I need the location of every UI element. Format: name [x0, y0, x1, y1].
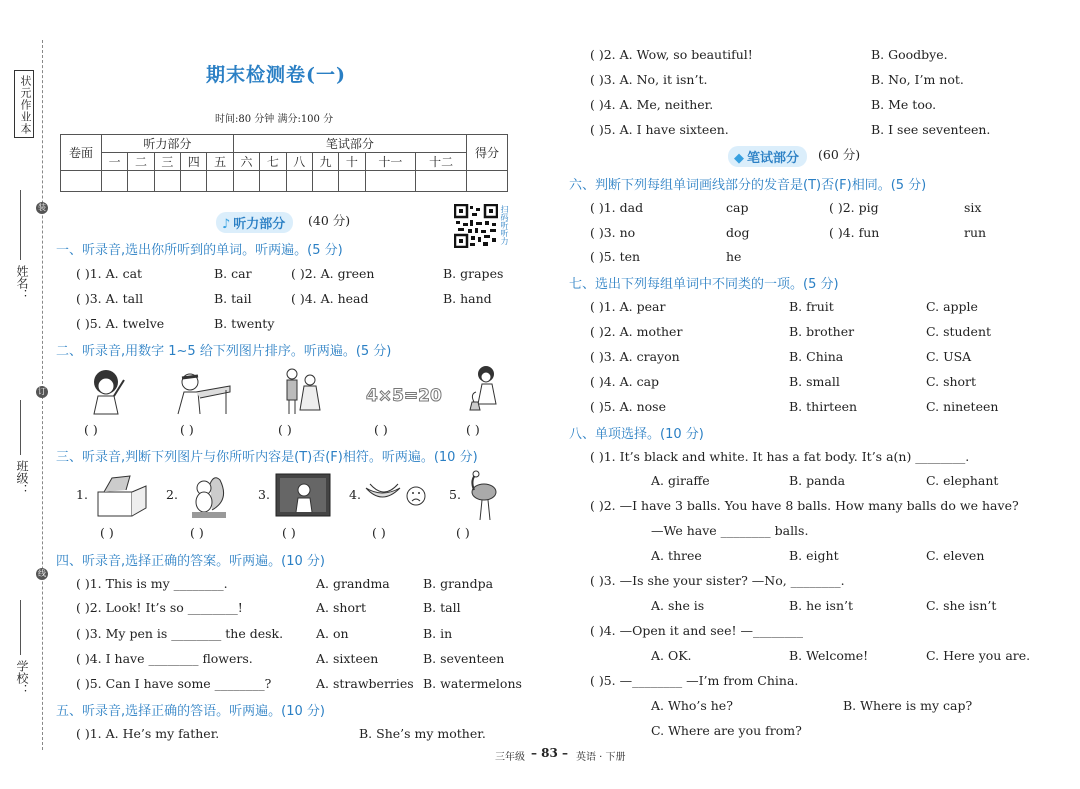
hole-3: 线	[38, 569, 46, 578]
s6-q5-word2: he	[726, 249, 742, 264]
listening-pill-label: 听力部分	[233, 217, 286, 232]
s1-q4: ( )4. A. head	[291, 291, 369, 306]
written-points: (60 分)	[818, 147, 861, 162]
s6-q2-word2: six	[964, 200, 982, 215]
s1-q5: ( )5. A. twelve	[76, 316, 165, 331]
score-cell[interactable]	[416, 171, 467, 192]
s6-q3: ( )3. no	[590, 225, 636, 240]
s4-q4-b: B. seventeen	[423, 651, 505, 666]
s8-q1-a: A. giraffe	[651, 473, 710, 488]
s6-q1-word2: cap	[726, 200, 749, 215]
s7-q5: ( )5. A. nose	[590, 399, 666, 414]
s4-q5-a: A. strawberries	[316, 676, 414, 691]
page-number: – 83 –	[531, 746, 569, 760]
s6-q5: ( )5. ten	[590, 249, 641, 264]
col-9: 九	[312, 153, 338, 171]
col-5: 五	[207, 153, 233, 171]
s1-q3: ( )3. A. tall	[76, 291, 144, 306]
s7-q4: ( )4. A. cap	[590, 374, 660, 389]
s7-q3-c: C. USA	[926, 349, 972, 364]
s7-q2-b: B. brother	[789, 324, 855, 339]
s4-q1-b: B. grandpa	[423, 576, 494, 591]
name-field-label: 姓名：	[15, 265, 29, 301]
s4-q4: ( )4. I have ________ flowers.	[76, 651, 253, 666]
s8-q5-b: B. Where is my cap?	[843, 698, 973, 713]
s8-q3-c: C. she isn’t	[926, 598, 997, 613]
written-header: 笔试部分	[233, 135, 466, 153]
s7-q4-c: C. short	[926, 374, 977, 389]
s4-q2-b: B. tall	[423, 600, 461, 615]
badge-box	[14, 70, 34, 138]
col-2: 二	[128, 153, 154, 171]
score-cell[interactable]	[260, 171, 286, 192]
s8-q3-a: A. she is	[651, 598, 705, 613]
girl-thinking-icon	[84, 366, 134, 416]
s2-bracket-4[interactable]: ( )	[374, 422, 388, 437]
col-8: 八	[286, 153, 312, 171]
s6-q3-word2: dog	[726, 225, 750, 240]
section-3-title: 三、听录音,判断下列图片与你所听内容是(T)否(F)相符。听两遍。(10 分)	[56, 450, 478, 465]
squirrel-icon	[186, 470, 232, 520]
s1-q1-b: B. car	[214, 266, 252, 281]
s8-q5: ( )5. —________ —I’m from China.	[590, 673, 799, 688]
col-10: 十	[339, 153, 365, 171]
s2-bracket-2[interactable]: ( )	[180, 422, 194, 437]
s7-q3: ( )3. A. crayon	[590, 349, 680, 364]
s2-bracket-5[interactable]: ( )	[466, 422, 480, 437]
ostrich-icon	[466, 470, 500, 522]
page-title: 期末检测卷(一)	[206, 64, 346, 86]
s8-q4-b: B. Welcome!	[789, 648, 869, 663]
s4-q1-a: A. grandma	[316, 576, 390, 591]
s7-q5-c: C. nineteen	[926, 399, 999, 414]
listening-points: (40 分)	[308, 213, 351, 228]
s3-bracket-4[interactable]: ( )	[372, 525, 386, 540]
s8-q2-a: A. three	[651, 548, 702, 563]
s5-q1-b: B. She’s my mother.	[359, 726, 486, 741]
s7-q1-b: B. fruit	[789, 299, 834, 314]
girl-with-plant-icon	[466, 364, 506, 416]
written-pill	[728, 146, 807, 167]
bananas-sad-face-icon	[364, 480, 430, 510]
section-4-title: 四、听录音,选择正确的答案。听两遍。(10 分)	[56, 554, 325, 569]
family-icon	[278, 366, 328, 416]
s1-q2-b: B. grapes	[443, 266, 504, 281]
section-7-title: 七、选出下列每组单词中不同类的一项。(5 分)	[569, 277, 839, 292]
s6-q4-word2: run	[964, 225, 987, 240]
s1-q5-b: B. twenty	[214, 316, 275, 331]
s3-num-4: 4.	[349, 487, 361, 502]
s8-q5-a: A. Who’s he?	[651, 698, 733, 713]
s5-q3-b: B. No, I’m not.	[871, 72, 964, 87]
s1-q1: ( )1. A. cat	[76, 266, 143, 281]
score-cell[interactable]	[207, 171, 233, 192]
s7-q4-b: B. small	[789, 374, 840, 389]
s1-q4-b: B. hand	[443, 291, 492, 306]
s5-q4-b: B. Me too.	[871, 97, 937, 112]
s4-q5: ( )5. Can I have some ________?	[76, 676, 272, 691]
col-4: 四	[181, 153, 207, 171]
s8-q4-a: A. OK.	[651, 648, 692, 663]
s8-q5-c: C. Where are you from?	[651, 723, 802, 738]
s3-num-3: 3.	[258, 487, 270, 502]
s7-q1-c: C. apple	[926, 299, 978, 314]
score-cell[interactable]	[339, 171, 365, 192]
teacher-blackboard-icon	[274, 472, 332, 518]
total-label: 得分	[467, 135, 508, 171]
s2-bracket-1[interactable]: ( )	[84, 422, 98, 437]
s8-q4: ( )4. —Open it and see! —________	[590, 623, 803, 638]
s7-q2: ( )2. A. mother	[590, 324, 683, 339]
hole-1: 装	[38, 203, 46, 212]
score-cell[interactable]	[286, 171, 312, 192]
class-field-line	[20, 400, 21, 455]
s4-q3-b: B. in	[423, 626, 453, 641]
s6-q4: ( )4. fun	[829, 225, 880, 240]
school-field-line	[20, 600, 21, 655]
s5-q1: ( )1. A. He’s my father.	[76, 726, 220, 741]
section-8-title: 八、单项选择。(10 分)	[569, 427, 704, 442]
s8-q2-line2: —We have ________ balls.	[651, 523, 809, 538]
col-11: 十一	[365, 153, 416, 171]
s3-num-2: 2.	[166, 487, 178, 502]
score-table	[60, 134, 508, 192]
s5-q2-b: B. Goodbye.	[871, 47, 948, 62]
s5-q3: ( )3. A. No, it isn’t.	[590, 72, 708, 87]
col-7: 七	[260, 153, 286, 171]
score-cell[interactable]	[181, 171, 207, 192]
s5-q5-b: B. I see seventeen.	[871, 122, 991, 137]
s5-q4: ( )4. A. Me, neither.	[590, 97, 714, 112]
score-cell[interactable]	[128, 171, 154, 192]
s8-q2-b: B. eight	[789, 548, 839, 563]
s7-q1: ( )1. A. pear	[590, 299, 666, 314]
s3-bracket-3[interactable]: ( )	[282, 525, 296, 540]
s7-q2-c: C. student	[926, 324, 992, 339]
s4-q4-a: A. sixteen	[316, 651, 379, 666]
s8-q1-b: B. panda	[789, 473, 846, 488]
footer-subject: 英语 · 下册	[576, 752, 626, 763]
written-pill-label: 笔试部分	[747, 151, 800, 166]
s8-q4-c: C. Here you are.	[926, 648, 1031, 663]
class-field-label: 班级：	[15, 460, 29, 496]
score-cell[interactable]	[365, 171, 416, 192]
s4-q3: ( )3. My pen is ________ the desk.	[76, 626, 284, 641]
boy-at-desk-icon	[170, 370, 234, 416]
badge-text: 状元作业本	[19, 75, 32, 135]
math-board-text: 4×5=20	[366, 386, 442, 406]
s4-q2-a: A. short	[316, 600, 366, 615]
s8-q3: ( )3. —Is she your sister? —No, ________.	[590, 573, 845, 588]
hole-2: 订	[38, 387, 46, 396]
score-cell[interactable]	[467, 171, 508, 192]
score-cell[interactable]	[61, 171, 102, 192]
s4-q2: ( )2. Look! It’s so ________!	[76, 600, 243, 615]
section-6-title: 六、判断下列每组单词画线部分的发音是(T)否(F)相同。(5 分)	[569, 178, 927, 193]
col-1: 一	[102, 153, 128, 171]
s3-bracket-2[interactable]: ( )	[190, 525, 204, 540]
s5-q2: ( )2. A. Wow, so beautiful!	[590, 47, 753, 62]
s8-q2: ( )2. —I have 3 balls. You have 8 balls. How many balls do we have?	[590, 498, 1019, 513]
s2-bracket-3[interactable]: ( )	[278, 422, 292, 437]
col-12: 十二	[416, 153, 467, 171]
score-cell[interactable]	[233, 171, 259, 192]
s7-q3-b: B. China	[789, 349, 844, 364]
s3-bracket-5[interactable]: ( )	[456, 525, 470, 540]
paper-label: 卷面	[61, 135, 102, 171]
box-with-books-icon	[92, 472, 150, 518]
score-cell[interactable]	[312, 171, 338, 192]
s4-q3-a: A. on	[316, 626, 349, 641]
s4-q1: ( )1. This is my ________.	[76, 576, 228, 591]
col-3: 三	[154, 153, 180, 171]
time-info: 时间:80 分钟 满分:100 分	[215, 114, 334, 125]
s3-num-1: 1.	[76, 487, 88, 502]
section-5-title: 五、听录音,选择正确的答语。听两遍。(10 分)	[56, 704, 325, 719]
cube-icon: ◆	[734, 151, 744, 166]
s8-q2-c: C. eleven	[926, 548, 985, 563]
s3-bracket-1[interactable]: ( )	[100, 525, 114, 540]
name-field-line	[20, 190, 21, 260]
note-icon: ♪	[222, 217, 231, 232]
listening-pill	[216, 212, 293, 233]
qr-code-icon[interactable]	[454, 204, 498, 248]
s8-q1: ( )1. It’s black and white. It has a fat body. It’s a(n) ________.	[590, 449, 970, 464]
s4-q5-b: B. watermelons	[423, 676, 522, 691]
col-6: 六	[233, 153, 259, 171]
s6-q1: ( )1. dad	[590, 200, 644, 215]
s8-q1-c: C. elephant	[926, 473, 999, 488]
score-cell[interactable]	[102, 171, 128, 192]
footer-grade: 三年级	[495, 752, 525, 763]
school-field-label: 学校：	[15, 660, 29, 696]
listening-header: 听力部分	[102, 135, 234, 153]
s8-q3-b: B. he isn’t	[789, 598, 854, 613]
s5-q5: ( )5. A. I have sixteen.	[590, 122, 729, 137]
section-2-title: 二、听录音,用数字 1~5 给下列图片排序。听两遍。(5 分)	[56, 344, 392, 359]
section-1-title: 一、听录音,选出你所听到的单词。听两遍。(5 分)	[56, 243, 343, 258]
s6-q2: ( )2. pig	[829, 200, 879, 215]
s7-q5-b: B. thirteen	[789, 399, 858, 414]
s3-num-5: 5.	[449, 487, 461, 502]
s1-q3-b: B. tail	[214, 291, 252, 306]
score-cell[interactable]	[154, 171, 180, 192]
qr-caption: 扫码听听力	[500, 205, 509, 245]
s1-q2: ( )2. A. green	[291, 266, 375, 281]
